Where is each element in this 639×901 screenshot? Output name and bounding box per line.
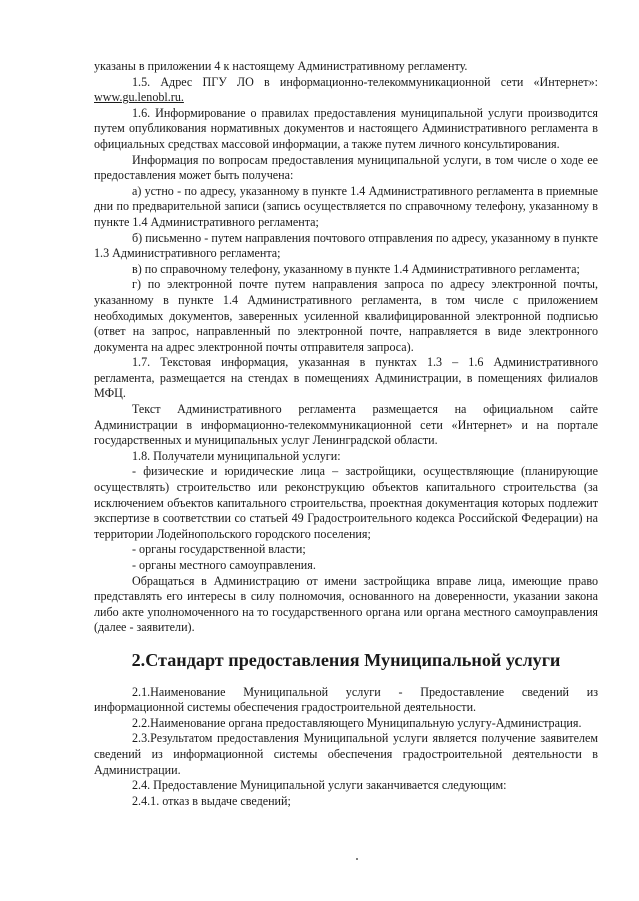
paragraph-text: Информация по вопросам предоставления муниципальной услуги, в том числе о ходе ее предоставления может быть получена: xyxy=(94,152,598,183)
paragraph-text: Обращаться в Администрацию от имени застройщика вправе лица, имеющие право представлять его интересы в силу полномочия, основанного на доверенности, указании закона либо акте уполномоченного на то государственного органа или органа местного самоуправления (далее - заявители). xyxy=(94,573,598,635)
section-heading: 2.Стандарт предоставления Муниципальной услуги xyxy=(131,649,561,670)
paragraph xyxy=(94,75,598,106)
paragraph-text: Текст Административного регламента размещается на официальном сайте Администрации в информационно-телекоммуникационной сети «Интернет» и на портале государственных и муниципальных услуг Ленинградской области. xyxy=(94,402,598,448)
paragraph xyxy=(94,153,598,184)
paragraph xyxy=(94,355,598,402)
paragraph xyxy=(94,542,598,558)
paragraph xyxy=(94,794,598,810)
paragraph-text: - органы государственной власти; xyxy=(132,542,306,557)
paragraph-text: 2.2.Наименование органа предоставляющего Муниципальную услугу-Администрация. xyxy=(132,715,582,730)
section-2-body xyxy=(94,685,598,810)
paragraph xyxy=(94,402,598,449)
paragraph xyxy=(94,449,598,465)
paragraph xyxy=(94,558,598,574)
paragraph-text: 1.7. Текстовая информация, указанная в пунктах 1.3 – 1.6 Административного регламента, размещается на стендах в помещениях Администрации, в помещениях филиалов МФЦ. xyxy=(94,355,598,401)
paragraph-text: 1.5. Адрес ПГУ ЛО в информационно-телекоммуникационной сети «Интернет»: xyxy=(132,74,598,89)
paragraph-text: 2.1.Наименование Муниципальной услуги - Предоставление сведений из информационной системы обеспечения градостроительной деятельности. xyxy=(94,684,598,715)
paragraph-text: б) письменно - путем направления почтового отправления по адресу, указанному в пункте 1.3 Административного регламента; xyxy=(94,230,598,261)
paragraph xyxy=(94,184,598,231)
paragraph xyxy=(94,464,598,542)
paragraph xyxy=(94,685,598,716)
paragraph-text: 1.6. Информирование о правилах предоставления муниципальной услуги производится путем опубликования нормативных документов и настоящего Административного регламента в официальных средствах массовой информации, а также путем личного консультирования. xyxy=(94,105,598,151)
paragraph-text: г) по электронной почте путем направления запроса по адресу электронной почты, указанному в пункте 1.4 Административного регламента, в том числе с приложением необходимых документов, заверенных усиленной квалифицированной электронной подписью (ответ на запрос, направленный по электронной почте, направляется в виде электронного документа на адрес электронной почты отправителя запроса). xyxy=(94,277,598,354)
paragraph-text: - органы местного самоуправления. xyxy=(132,558,316,572)
paragraph xyxy=(94,231,598,262)
paragraph xyxy=(94,778,598,794)
paragraph-text: - физические и юридические лица – застройщики, осуществляющие (планирующие осуществлять) строительство или реконструкцию объектов капитального строительства (за исключением объектов капитального строительства, проектная документация которых подлежит экспертизе в соответствии со статьей 49 Градостроительного кодекса Российской Федерации) на территории Лодейнопольского городского поселения; xyxy=(94,464,598,541)
paragraph xyxy=(94,277,598,355)
paragraph-text: в) по справочному телефону, указанному в пункте 1.4 Административного регламента; xyxy=(132,261,580,276)
paragraph-text: 2.4.1. отказ в выдаче сведений; xyxy=(132,793,291,808)
paragraph xyxy=(94,106,598,153)
document-page xyxy=(94,59,598,809)
paragraph-text: 2.4. Предоставление Муниципальной услуги заканчивается следующим: xyxy=(132,778,507,793)
paragraph xyxy=(94,59,598,75)
paragraph xyxy=(94,262,598,278)
paragraph-text: а) устно - по адресу, указанному в пункте 1.4 Административного регламента в приемные дни по предварительной записи (запись осуществляется по справочному телефону, указанному в пункте 1.4 Административного регламента; xyxy=(94,183,598,229)
paragraph-text: 2.3.Результатом предоставления Муниципальной услуги является получение заявителем сведений из информационной системы обеспечения градостроительной деятельности в Администрации. xyxy=(94,731,598,777)
portal-link[interactable]: www.gu.lenobl.ru. xyxy=(94,90,184,105)
paragraph-text: 1.8. Получатели муниципальной услуги: xyxy=(132,448,341,463)
section-1-body xyxy=(94,59,598,636)
paragraph xyxy=(94,731,598,778)
paragraph xyxy=(94,574,598,636)
paragraph xyxy=(94,716,598,732)
paragraph-text: указаны в приложении 4 к настоящему Административному регламенту. xyxy=(94,59,468,73)
scan-speck xyxy=(356,858,358,860)
